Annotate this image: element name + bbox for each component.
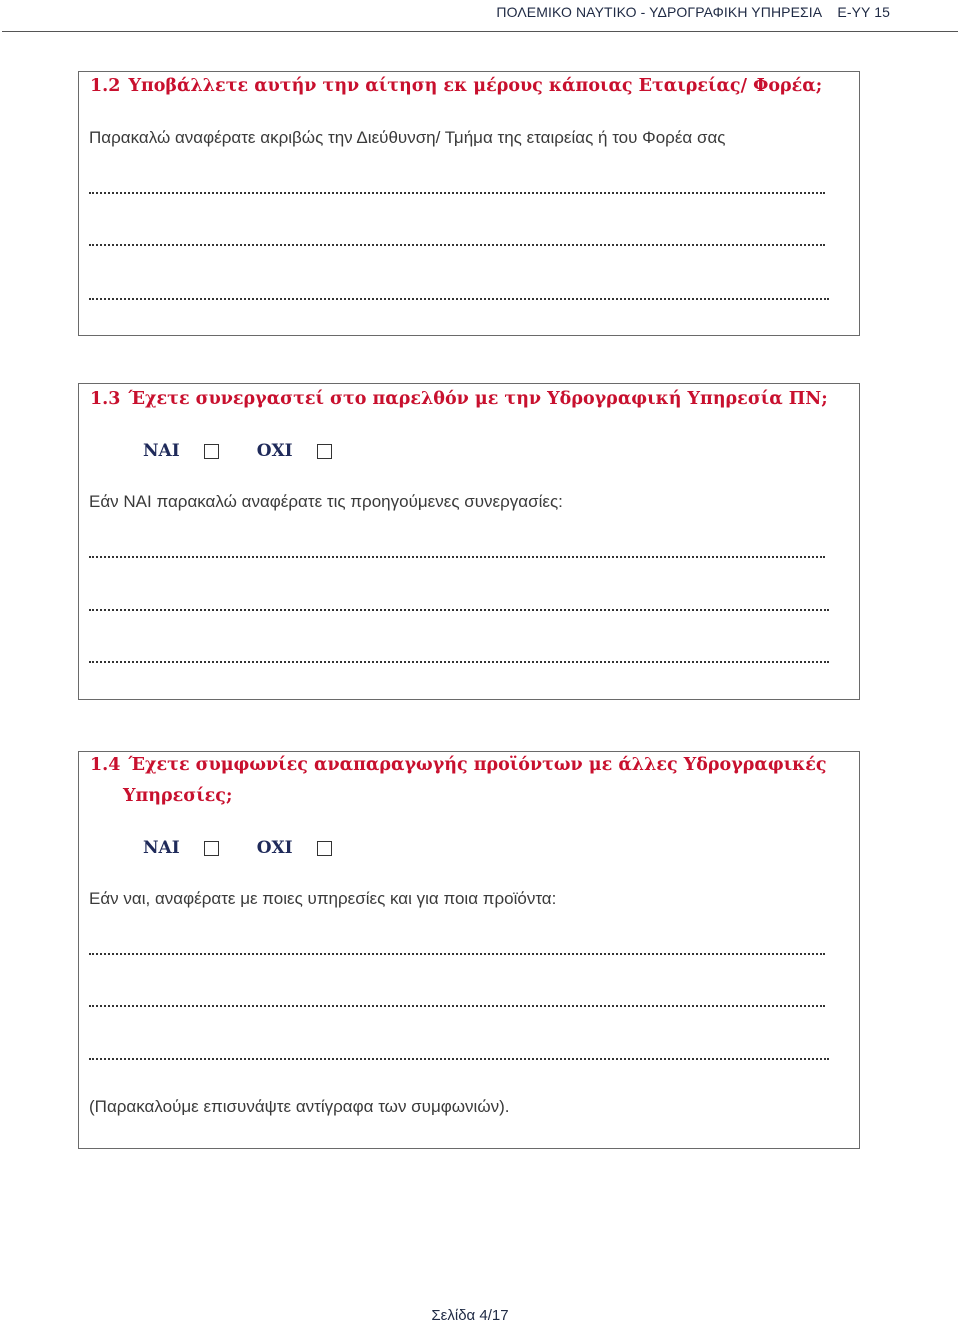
section-number: 1.2 bbox=[90, 76, 121, 96]
section-1-3-box bbox=[78, 383, 860, 700]
no-checkbox[interactable] bbox=[317, 841, 332, 856]
attachment-note: (Παρακαλούμε επισυνάψτε αντίγραφα των συμφωνιών). bbox=[89, 1097, 510, 1116]
section-1-4-title-continued: Υπηρεσίες; bbox=[123, 786, 233, 806]
question-text: Υποβάλλετε αυτήν την αίτηση εκ μέρους κάποιας Εταιρείας/ Φορέα; bbox=[128, 76, 823, 96]
answer-line-1[interactable] bbox=[89, 192, 825, 196]
section-1-2-instruction: Παρακαλώ αναφέρατε ακριβώς την Διεύθυνση/ Τμήμα της εταιρείας ή του Φορέα σας bbox=[89, 128, 726, 147]
section-1-4-instruction: Εάν ναι, αναφέρατε με ποιες υπηρεσίες και για ποια προϊόντα: bbox=[89, 889, 557, 908]
yes-label: ΝΑΙ bbox=[143, 441, 180, 461]
answer-line-3[interactable] bbox=[89, 1058, 829, 1062]
no-checkbox[interactable] bbox=[317, 444, 332, 459]
yes-label: ΝΑΙ bbox=[143, 838, 180, 858]
answer-line-3[interactable] bbox=[89, 298, 829, 302]
section-1-3-instruction: Εάν ΝΑΙ παρακαλώ αναφέρατε τις προηγούμενες συνεργασίες: bbox=[89, 492, 563, 511]
no-label: ΟΧΙ bbox=[256, 838, 293, 858]
page-number: Σελίδα 4/17 bbox=[431, 1307, 509, 1324]
yes-checkbox[interactable] bbox=[204, 444, 219, 459]
yes-no-options bbox=[143, 440, 332, 462]
answer-line-2[interactable] bbox=[89, 1005, 825, 1009]
no-label: ΟΧΙ bbox=[256, 441, 293, 461]
section-1-4-box bbox=[78, 751, 860, 1149]
question-text: Έχετε συνεργαστεί στο παρελθόν με την Υδρογραφική Υπηρεσία ΠΝ; bbox=[128, 389, 828, 409]
section-1-2-title bbox=[90, 76, 822, 96]
document-header: ΠΟΛΕΜΙΚΟ ΝΑΥΤΙΚΟ - ΥΔΡΟΓΡΑΦΙΚΗ ΥΠΗΡΕΣΙΑ Ε-ΥΥ 15 bbox=[496, 4, 890, 20]
header-divider bbox=[2, 31, 958, 32]
answer-line-2[interactable] bbox=[89, 244, 825, 248]
answer-line-3[interactable] bbox=[89, 661, 829, 665]
yes-checkbox[interactable] bbox=[204, 841, 219, 856]
answer-line-1[interactable] bbox=[89, 953, 825, 957]
answer-line-2[interactable] bbox=[89, 609, 829, 613]
section-1-3-title bbox=[90, 389, 828, 409]
section-number: 1.4 bbox=[90, 755, 121, 775]
section-1-4-title bbox=[90, 755, 827, 775]
question-text: Έχετε συμφωνίες αναπαραγωγής προϊόντων με άλλες Υδρογραφικές bbox=[128, 755, 827, 775]
section-number: 1.3 bbox=[90, 389, 121, 409]
answer-line-1[interactable] bbox=[89, 556, 825, 560]
section-1-2-box bbox=[78, 71, 860, 336]
yes-no-options bbox=[143, 837, 332, 859]
